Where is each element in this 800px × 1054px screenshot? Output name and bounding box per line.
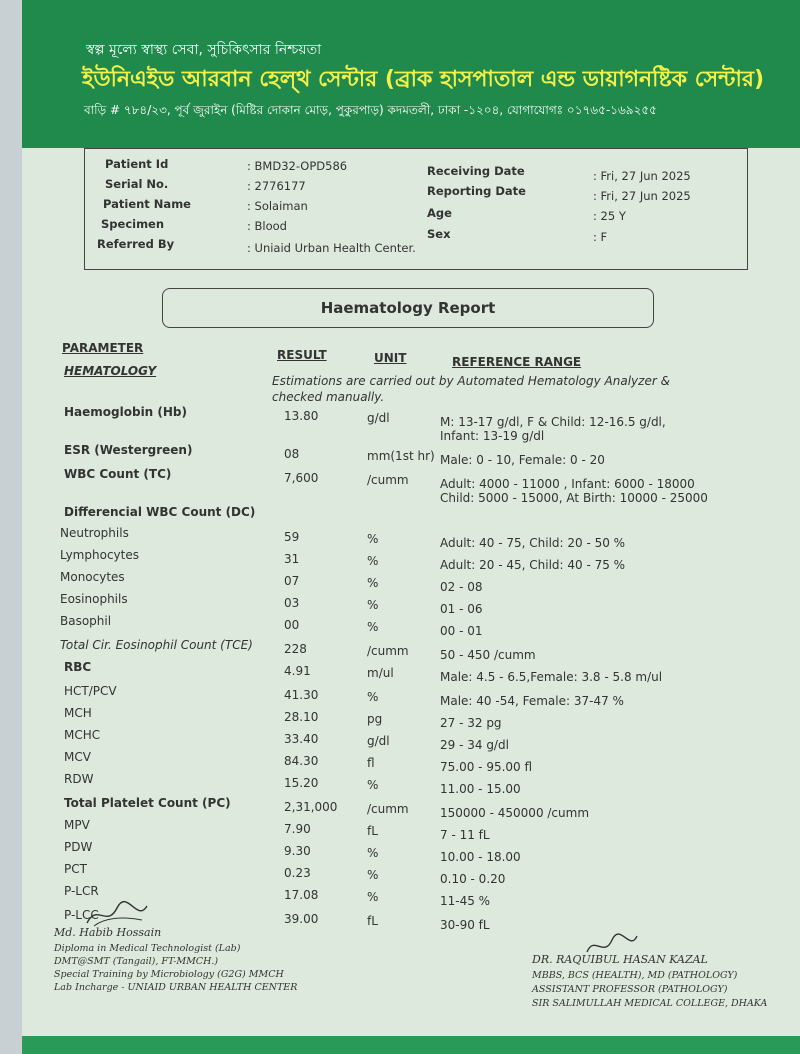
row-reference: 29 - 34 g/dl xyxy=(440,738,509,752)
left-signatory-line4: Lab Incharge - UNIAID URBAN HEALTH CENTER xyxy=(54,982,298,993)
row-parameter: RBC xyxy=(64,660,92,674)
report-title: Haematology Report xyxy=(320,299,496,317)
row-reference: 11-45 % xyxy=(440,894,491,908)
patient-id-value: : BMD32-OPD586 xyxy=(247,159,348,173)
row-result: 03 xyxy=(284,596,300,610)
row-reference-line2: Infant: 13-19 g/dl xyxy=(440,429,545,443)
row-reference: 02 - 08 xyxy=(440,580,483,594)
row-result: 228 xyxy=(284,642,307,656)
row-reference: Adult: 4000 - 11000 , Infant: 6000 - 18000 xyxy=(440,477,695,491)
row-reference: 30-90 fL xyxy=(440,918,490,932)
right-signature-scribble xyxy=(582,930,642,960)
patient-name-label: Patient Name xyxy=(103,197,191,211)
row-parameter: Eosinophils xyxy=(60,592,128,606)
row-unit: % xyxy=(367,598,379,612)
row-unit: g/dl xyxy=(367,734,390,748)
row-unit: % xyxy=(367,778,379,792)
row-unit: % xyxy=(367,532,379,546)
left-signatory-line2: DMT@SMT (Tangail), FT-MMCH.) xyxy=(54,956,219,967)
row-reference: 27 - 32 pg xyxy=(440,716,502,730)
row-unit: % xyxy=(367,554,379,568)
row-parameter: WBC Count (TC) xyxy=(64,467,172,481)
row-reference: 0.10 - 0.20 xyxy=(440,872,506,886)
row-reference: Male: 0 - 10, Female: 0 - 20 xyxy=(440,453,605,467)
serial-label: Serial No. xyxy=(105,177,169,191)
header-tagline: স্বল্প মূল্যে স্বাস্থ্য সেবা, সুচিকিৎসার নিশ্চয়তা xyxy=(86,42,322,58)
reporting-date-value: : Fri, 27 Jun 2025 xyxy=(593,189,691,203)
row-parameter: MPV xyxy=(64,818,90,832)
patient-id-label: Patient Id xyxy=(105,157,169,171)
footer-strip xyxy=(22,1036,800,1054)
center-name: ইউনিএইড আরবান হেল্‌থ সেন্টার (ব্রাক হাসপাতাল এন্ড ডায়াগনষ্টিক সেন্টার) xyxy=(82,67,765,92)
row-parameter: Total Platelet Count (PC) xyxy=(64,796,231,810)
row-result: 41.30 xyxy=(284,688,319,702)
age-value: : 25 Y xyxy=(593,209,626,223)
row-parameter: PCT xyxy=(64,862,87,876)
row-reference: Male: 4.5 - 6.5,Female: 3.8 - 5.8 m/ul xyxy=(440,670,663,684)
row-parameter: HCT/PCV xyxy=(64,684,117,698)
left-signatory-line3: Special Training by Microbiology (G2G) MMCH xyxy=(54,969,284,980)
row-parameter: ESR (Westergreen) xyxy=(64,443,193,457)
row-unit: /cumm xyxy=(367,473,409,487)
left-signatory-name: Md. Habib Hossain xyxy=(54,926,162,939)
row-result: 59 xyxy=(284,530,300,544)
receiving-date-value: : Fri, 27 Jun 2025 xyxy=(593,169,691,183)
row-result: 33.40 xyxy=(284,732,319,746)
row-parameter: Haemoglobin (Hb) xyxy=(64,405,187,419)
row-reference: Adult: 40 - 75, Child: 20 - 50 % xyxy=(440,536,626,550)
row-result: 7.90 xyxy=(284,822,311,836)
row-parameter: MCV xyxy=(64,750,91,764)
row-unit: % xyxy=(367,690,379,704)
row-unit: % xyxy=(367,576,379,590)
row-unit: mm(1st hr) xyxy=(367,449,435,463)
row-result: 08 xyxy=(284,447,300,461)
method-note: Estimations are carried out by Automated Hematology Analyzer & checked manually. xyxy=(272,374,670,404)
row-unit: fL xyxy=(367,914,378,928)
row-reference: 01 - 06 xyxy=(440,602,483,616)
column-reference-range: REFERENCE RANGE xyxy=(452,355,582,369)
section-hematology: HEMATOLOGY xyxy=(64,364,157,378)
row-parameter: P-LCC xyxy=(64,908,99,922)
row-unit: fL xyxy=(367,824,378,838)
right-signatory-line3: SIR SALIMULLAH MEDICAL COLLEGE, DHAKA xyxy=(532,998,768,1009)
row-unit: fl xyxy=(367,756,375,770)
row-result: 4.91 xyxy=(284,664,311,678)
patient-info-box xyxy=(84,148,748,270)
report-header xyxy=(22,0,800,148)
row-reference: M: 13-17 g/dl, F & Child: 12-16.5 g/dl, xyxy=(440,415,666,429)
row-reference: 150000 - 450000 /cumm xyxy=(440,806,590,820)
row-unit: pg xyxy=(367,712,383,726)
row-reference: 10.00 - 18.00 xyxy=(440,850,521,864)
row-parameter: PDW xyxy=(64,840,93,854)
referred-value: : Uniaid Urban Health Center. xyxy=(247,241,416,255)
row-unit: /cumm xyxy=(367,802,409,816)
row-parameter: Differencial WBC Count (DC) xyxy=(64,505,256,519)
row-parameter: RDW xyxy=(64,772,94,786)
row-parameter: MCHC xyxy=(64,728,101,742)
row-parameter: Basophil xyxy=(60,614,112,628)
row-unit: % xyxy=(367,868,379,882)
report-paper xyxy=(22,0,800,1054)
row-result: 31 xyxy=(284,552,300,566)
row-parameter: MCH xyxy=(64,706,92,720)
row-reference: 11.00 - 15.00 xyxy=(440,782,521,796)
row-result: 9.30 xyxy=(284,844,311,858)
row-reference: 00 - 01 xyxy=(440,624,483,638)
sex-label: Sex xyxy=(427,227,451,241)
specimen-label: Specimen xyxy=(101,217,165,231)
row-result: 15.20 xyxy=(284,776,319,790)
row-result: 7,600 xyxy=(284,471,319,485)
row-result: 13.80 xyxy=(284,409,319,423)
row-unit: % xyxy=(367,890,379,904)
row-unit: g/dl xyxy=(367,411,390,425)
age-label: Age xyxy=(427,206,452,220)
column-parameter: PARAMETER xyxy=(62,341,144,355)
row-unit: m/ul xyxy=(367,666,394,680)
center-address: বাড়ি # ৭৮৪/২৩, পূর্ব জুরাইন (মিষ্টির দোকান মোড়, পুকুরপাড়) কদমতলী, ঢাকা -১২০৪, যোগাযোগঃ ০১৭৬৫-১৬৯২৫৫ xyxy=(84,103,657,117)
sex-value: : F xyxy=(593,230,608,244)
column-result: RESULT xyxy=(277,348,327,362)
report-title-box xyxy=(162,288,654,328)
column-unit: UNIT xyxy=(374,351,407,365)
row-unit: % xyxy=(367,620,379,634)
row-reference: 7 - 11 fL xyxy=(440,828,490,842)
row-reference: 75.00 - 95.00 fl xyxy=(440,760,533,774)
row-result: 17.08 xyxy=(284,888,319,902)
row-result: 2,31,000 xyxy=(284,800,338,814)
row-result: 84.30 xyxy=(284,754,319,768)
row-result: 00 xyxy=(284,618,300,632)
referred-label: Referred By xyxy=(97,237,175,251)
row-unit: % xyxy=(367,846,379,860)
row-reference: Male: 40 -54, Female: 37-47 % xyxy=(440,694,624,708)
serial-value: : 2776177 xyxy=(247,179,306,193)
row-result: 0.23 xyxy=(284,866,311,880)
left-signature-scribble xyxy=(82,898,152,932)
row-reference-line2: Child: 5000 - 15000, At Birth: 10000 - 25000 xyxy=(440,491,708,505)
right-signatory-name: DR. RAQUIBUL HASAN KAZAL xyxy=(532,953,708,966)
row-reference: Adult: 20 - 45, Child: 40 - 75 % xyxy=(440,558,626,572)
left-signatory-line1: Diploma in Medical Technologist (Lab) xyxy=(54,943,241,954)
row-unit: /cumm xyxy=(367,644,409,658)
row-result: 39.00 xyxy=(284,912,319,926)
row-result: 28.10 xyxy=(284,710,319,724)
row-parameter: P-LCR xyxy=(64,884,99,898)
row-result: 07 xyxy=(284,574,300,588)
row-parameter: Monocytes xyxy=(60,570,125,584)
row-reference: 50 - 450 /cumm xyxy=(440,648,536,662)
right-signatory-line2: ASSISTANT PROFESSOR (PATHOLOGY) xyxy=(532,984,728,995)
receiving-date-label: Receiving Date xyxy=(427,164,525,178)
row-parameter: Total Cir. Eosinophil Count (TCE) xyxy=(60,638,253,652)
right-signatory-line1: MBBS, BCS (HEALTH), MD (PATHOLOGY) xyxy=(532,970,738,981)
reporting-date-label: Reporting Date xyxy=(427,184,526,198)
specimen-value: : Blood xyxy=(247,219,287,233)
patient-name-value: : Solaiman xyxy=(247,199,308,213)
row-parameter: Neutrophils xyxy=(60,526,129,540)
row-parameter: Lymphocytes xyxy=(60,548,139,562)
